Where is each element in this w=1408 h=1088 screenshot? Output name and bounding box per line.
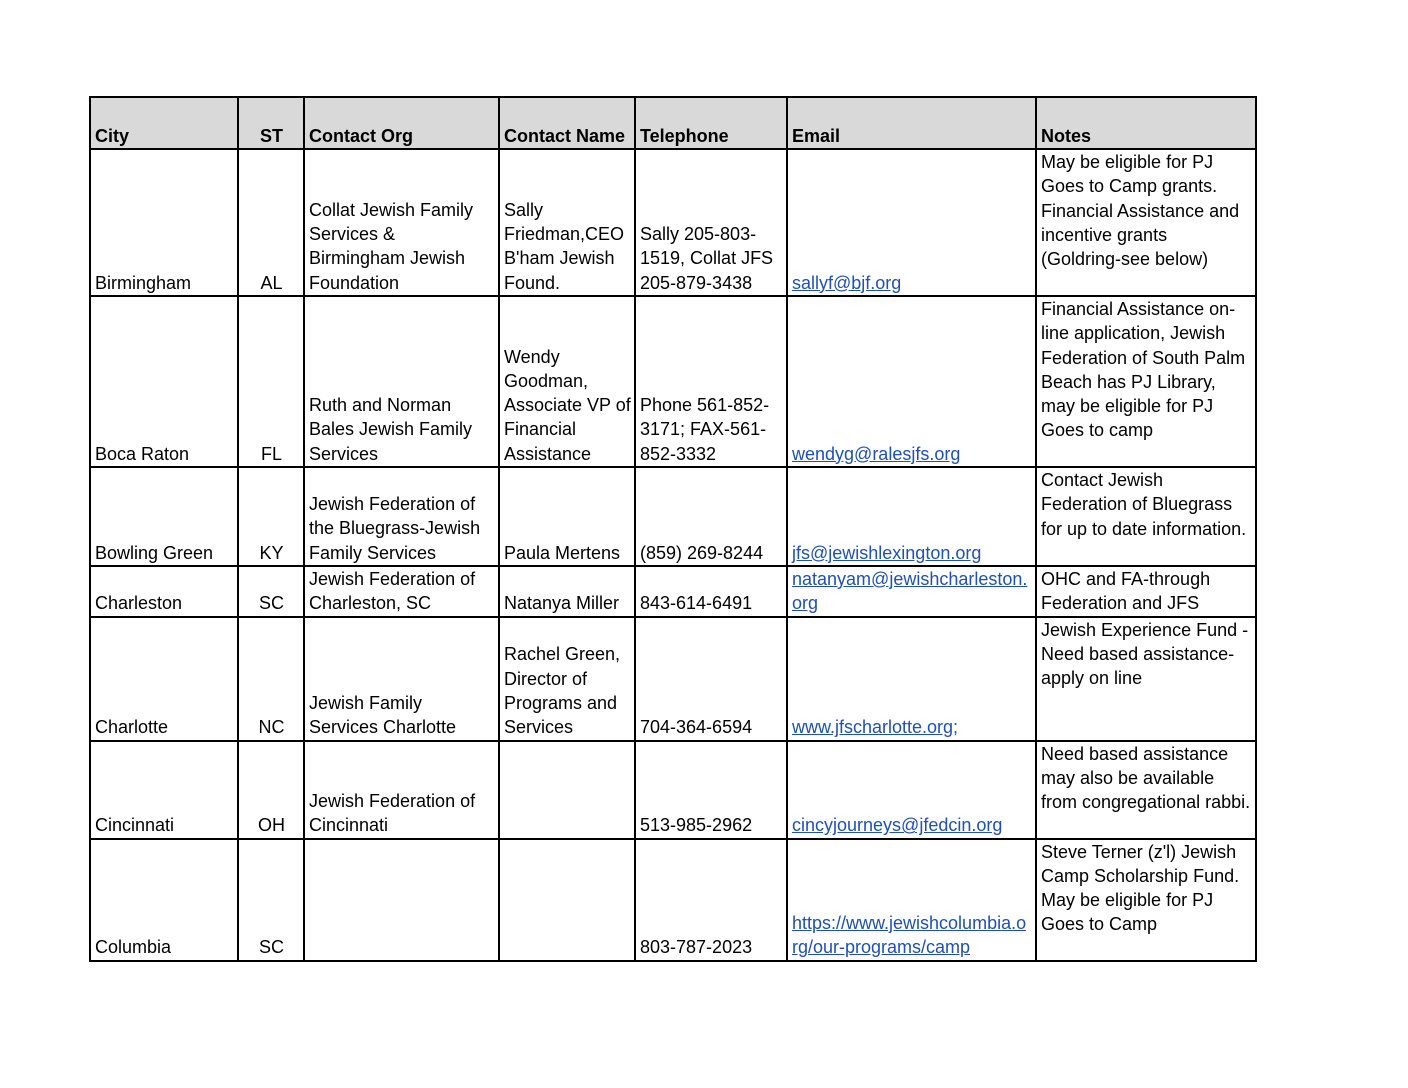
email-link[interactable]: jfs@jewishlexington.org <box>792 542 982 563</box>
contacts-table <box>89 96 1257 962</box>
contact-name-cell: Rachel Green, Director of Programs and Services <box>499 617 635 741</box>
contact-org-cell: Jewish Federation of the Bluegrass-Jewish Family Services <box>304 467 499 566</box>
telephone-cell: 704-364-6594 <box>635 617 787 741</box>
contact-name-cell: Paula Mertens <box>499 467 635 566</box>
state-cell: SC <box>238 566 304 617</box>
table-row <box>90 741 1256 839</box>
table-row <box>90 296 1256 467</box>
table-row <box>90 467 1256 566</box>
city-cell: Bowling Green <box>90 467 238 566</box>
state-cell: NC <box>238 617 304 741</box>
email-cell <box>787 296 1036 467</box>
email-cell <box>787 839 1036 961</box>
city-cell: Columbia <box>90 839 238 961</box>
contact-name-cell: Wendy Goodman, Associate VP of Financial Assistance <box>499 296 635 467</box>
contact-name-cell: Sally Friedman,CEO B'ham Jewish Found. <box>499 149 635 296</box>
telephone-cell: Sally 205-803-1519, Collat JFS 205-879-3438 <box>635 149 787 296</box>
email-link[interactable]: sallyf@bjf.org <box>792 272 902 293</box>
city-cell: Charleston <box>90 566 238 617</box>
notes-cell: OHC and FA-through Federation and JFS <box>1036 566 1256 617</box>
contact-name-cell <box>499 741 635 839</box>
header-row <box>90 97 1256 149</box>
state-cell: SC <box>238 839 304 961</box>
city-cell: Boca Raton <box>90 296 238 467</box>
contact-name-cell: Natanya Miller <box>499 566 635 617</box>
email-cell <box>787 617 1036 741</box>
website-link[interactable]: https://www.jewishcolumbia.org/our-programs/camp <box>792 913 1027 958</box>
telephone-cell: 843-614-6491 <box>635 566 787 617</box>
contact-org-cell: Jewish Federation of Charleston, SC <box>304 566 499 617</box>
contact-name-cell <box>499 839 635 961</box>
header-email: Email <box>787 97 1036 149</box>
notes-cell: May be eligible for PJ Goes to Camp grants. Financial Assistance and incentive grants (Goldring-see below) <box>1036 149 1256 296</box>
email-cell <box>787 467 1036 566</box>
city-cell: Cincinnati <box>90 741 238 839</box>
notes-cell: Financial Assistance on-line application, Jewish Federation of South Palm Beach has PJ Library, may be eligible for PJ Goes to camp <box>1036 296 1256 467</box>
state-cell: AL <box>238 149 304 296</box>
header-city: City <box>90 97 238 149</box>
email-cell <box>787 741 1036 839</box>
header-telephone: Telephone <box>635 97 787 149</box>
contact-org-cell: Jewish Family Services Charlotte <box>304 617 499 741</box>
website-link[interactable]: www.jfscharlotte.org; <box>792 717 959 738</box>
contact-org-cell: Jewish Federation of Cincinnati <box>304 741 499 839</box>
notes-cell: Contact Jewish Federation of Bluegrass for up to date information. <box>1036 467 1256 566</box>
header-st: ST <box>238 97 304 149</box>
state-cell: FL <box>238 296 304 467</box>
table-row <box>90 617 1256 741</box>
contacts-sheet <box>89 96 1255 962</box>
table-row <box>90 149 1256 296</box>
table-row <box>90 566 1256 617</box>
email-cell <box>787 149 1036 296</box>
telephone-cell: 803-787-2023 <box>635 839 787 961</box>
email-link[interactable]: natanyam@jewishcharleston.org <box>792 569 1028 614</box>
email-link[interactable]: wendyg@ralesjfs.org <box>792 443 961 464</box>
header-contact-name: Contact Name <box>499 97 635 149</box>
header-notes: Notes <box>1036 97 1256 149</box>
state-cell: OH <box>238 741 304 839</box>
notes-cell: Steve Terner (z'l) Jewish Camp Scholarship Fund. May be eligible for PJ Goes to Camp <box>1036 839 1256 961</box>
header-contact-org: Contact Org <box>304 97 499 149</box>
state-cell: KY <box>238 467 304 566</box>
email-link[interactable]: cincyjourneys@jfedcin.org <box>792 815 1003 836</box>
telephone-cell: 513-985-2962 <box>635 741 787 839</box>
notes-cell: Jewish Experience Fund - Need based assistance-apply on line <box>1036 617 1256 741</box>
telephone-cell: Phone 561-852-3171; FAX-561-852-3332 <box>635 296 787 467</box>
contact-org-cell: Ruth and Norman Bales Jewish Family Services <box>304 296 499 467</box>
email-cell <box>787 566 1036 617</box>
telephone-cell: (859) 269-8244 <box>635 467 787 566</box>
notes-cell: Need based assistance may also be available from congregational rabbi. <box>1036 741 1256 839</box>
table-row <box>90 839 1256 961</box>
city-cell: Charlotte <box>90 617 238 741</box>
city-cell: Birmingham <box>90 149 238 296</box>
contact-org-cell: Collat Jewish Family Services & Birmingham Jewish Foundation <box>304 149 499 296</box>
contact-org-cell <box>304 839 499 961</box>
